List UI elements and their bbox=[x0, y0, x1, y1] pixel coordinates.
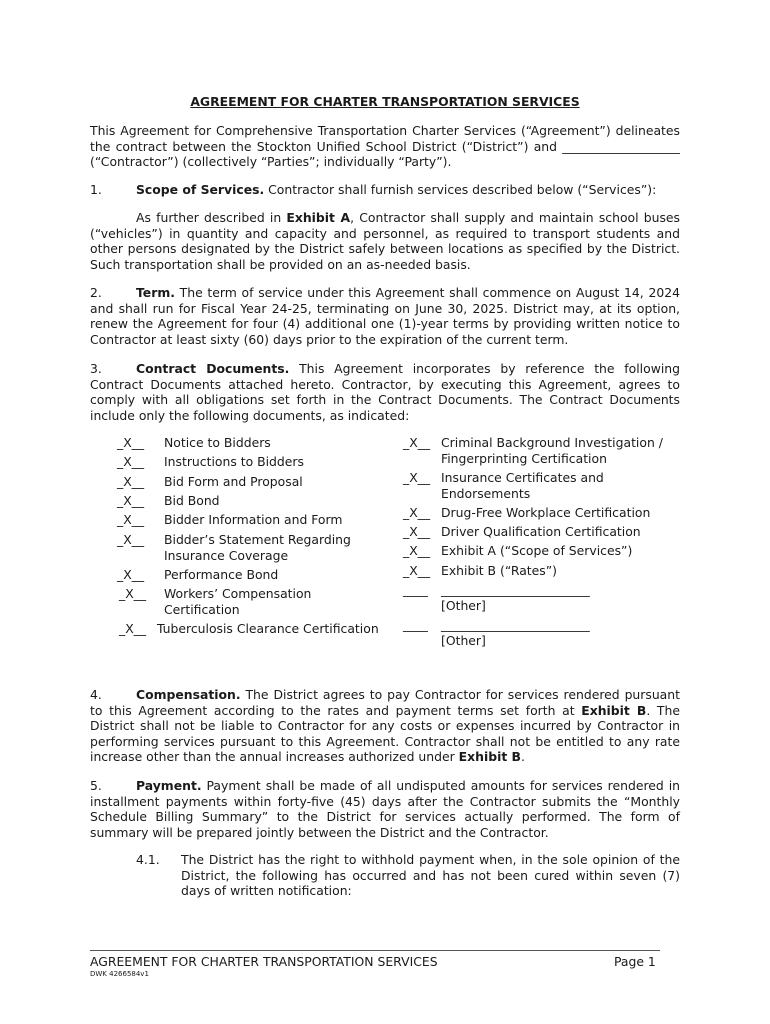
doc-item bbox=[403, 617, 590, 648]
doc-label: Bidder’s Statement Regarding bbox=[164, 532, 351, 547]
doc-mark: _X__ bbox=[403, 470, 431, 485]
doc-item bbox=[117, 532, 351, 563]
doc-mark: _X__ bbox=[117, 493, 145, 508]
section-2-heading: Term. bbox=[136, 285, 175, 300]
doc-mark: _X__ bbox=[117, 532, 145, 547]
doc-mark: ____ bbox=[403, 617, 428, 632]
doc-mark: _X__ bbox=[117, 454, 145, 469]
section-4-heading: Compensation. bbox=[136, 687, 241, 702]
section-1 bbox=[90, 182, 680, 198]
doc-mark: _X__ bbox=[403, 524, 431, 539]
section-4 bbox=[90, 687, 680, 765]
section-2 bbox=[90, 285, 680, 347]
intro-paragraph: This Agreement for Comprehensive Transportation Charter Services (“Agreement”) delineates the contract between the Stockton Unified School District (“District”) and ___________________ (“Contractor”) (collectively “Parties”; individually “Party”). bbox=[90, 123, 680, 170]
section-3-heading: Contract Documents. bbox=[136, 361, 290, 376]
section-3-number: 3. bbox=[90, 361, 102, 376]
doc-item bbox=[403, 543, 633, 559]
section-1-p2-text-cont: , Contractor shall supply and maintain school buses (“vehicles”) in quantity and capacity and personnel, as required to transport students and other persons designated by the District safely between locations as specified by the District. Such transportation shall be provided on an as-needed basis. bbox=[90, 210, 680, 272]
doc-mark: _X__ bbox=[403, 435, 431, 450]
section-5-number: 5. bbox=[90, 778, 102, 793]
doc-label-cont: Insurance Coverage bbox=[164, 547, 289, 563]
doc-item bbox=[403, 563, 557, 579]
section-5 bbox=[90, 778, 680, 840]
doc-label: Criminal Background Investigation / bbox=[441, 435, 663, 450]
doc-item bbox=[403, 470, 604, 501]
section-1-text: Contractor shall furnish services described below (“Services”): bbox=[264, 182, 657, 197]
doc-item bbox=[117, 493, 220, 509]
doc-item bbox=[403, 435, 663, 466]
doc-label: Insurance Certificates and bbox=[441, 470, 604, 485]
section-4-number: 4. bbox=[90, 687, 102, 702]
doc-label: Bid Form and Proposal bbox=[164, 474, 303, 489]
doc-item bbox=[117, 567, 279, 583]
subsection-4-1-text: The District has the right to withhold payment when, in the sole opinion of the District, the following has occurred and has not been cured within seven (7) days of written notification: bbox=[181, 852, 680, 899]
doc-item bbox=[117, 512, 343, 528]
document-title: AGREEMENT FOR CHARTER TRANSPORTATION SERVICES bbox=[190, 94, 580, 109]
subsection-4-1-number: 4.1. bbox=[136, 852, 160, 867]
page-number: Page 1 bbox=[614, 954, 656, 969]
doc-mark: _X__ bbox=[117, 474, 145, 489]
section-4-text-cont: . The District shall not be liable to Contractor for any costs or expenses incurred by Contractor in performing services pursuant to this Agreement. Contractor shall not be entitled to any rate increase other than the annual increases authorized under bbox=[90, 702, 680, 765]
doc-label: Instructions to Bidders bbox=[164, 454, 304, 469]
doc-label: Drug-Free Workplace Certification bbox=[441, 505, 651, 520]
exhibit-b-ref: Exhibit B bbox=[458, 749, 521, 765]
doc-mark: ____ bbox=[403, 582, 428, 597]
doc-label-cont: [Other] bbox=[441, 633, 486, 648]
doc-item bbox=[403, 505, 651, 521]
section-3 bbox=[90, 361, 680, 423]
doc-label-cont: [Other] bbox=[441, 598, 486, 613]
section-1-heading: Scope of Services. bbox=[136, 182, 265, 197]
section-5-heading: Payment. bbox=[136, 778, 202, 793]
document-id: DWK 4266584v1 bbox=[90, 970, 149, 978]
doc-mark: _X__ bbox=[117, 435, 145, 450]
doc-item bbox=[403, 524, 641, 540]
doc-label: Driver Qualification Certification bbox=[441, 524, 641, 539]
section-4-text-end: . bbox=[521, 749, 525, 765]
section-2-text: The term of service under this Agreement shall commence on August 14, 2024 and shall run for Fiscal Year 24-25, terminating on June 30, 2025. District may, at its option, renew the Agreement for four (4) additional one (1)-year terms by providing written notice to Contractor at least sixty (60) days prior to the expiration of the current term. bbox=[90, 285, 680, 347]
doc-label: Bid Bond bbox=[164, 493, 220, 508]
doc-label: Performance Bond bbox=[164, 567, 279, 582]
doc-item bbox=[119, 586, 312, 617]
doc-item bbox=[117, 454, 304, 470]
doc-item bbox=[119, 621, 379, 637]
section-3-text: This Agreement incorporates by reference the following Contract Documents attached hereto. Contractor, by executing this Agreement, agrees to comply with all obligations set forth in the Contract Documents. The Contract Documents include only the following documents, as indicated: bbox=[90, 361, 680, 423]
doc-label: Tuberculosis Clearance Certification bbox=[157, 621, 379, 636]
section-4-text: The District agrees to pay Contractor for services rendered pursuant to this Agreement according to the rates and payment terms set forth at bbox=[90, 687, 680, 718]
section-1-paragraph-2 bbox=[90, 210, 680, 272]
doc-label-cont: Certification bbox=[164, 601, 240, 617]
doc-label: ________________________ bbox=[441, 617, 590, 632]
doc-label-cont: Fingerprinting Certification bbox=[441, 450, 607, 466]
doc-mark: _X__ bbox=[117, 512, 145, 527]
footer-title: AGREEMENT FOR CHARTER TRANSPORTATION SERVICES bbox=[90, 954, 438, 969]
section-1-p2-text: As further described in bbox=[136, 210, 287, 225]
doc-label: Exhibit A (“Scope of Services”) bbox=[441, 543, 633, 558]
section-5-text: Payment shall be made of all undisputed amounts for services rendered in installment payments within forty-five (45) days after the Contractor submits the “Monthly Schedule Billing Summary” to the District for services actually performed. The form of summary will be prepared jointly between the District and the Contractor. bbox=[90, 778, 680, 840]
doc-label: Bidder Information and Form bbox=[164, 512, 343, 527]
footer-divider bbox=[90, 950, 660, 951]
doc-label: Workers’ Compensation bbox=[164, 586, 312, 601]
doc-item bbox=[117, 435, 271, 451]
doc-label: ________________________ bbox=[441, 582, 590, 597]
doc-mark: _X__ bbox=[403, 505, 431, 520]
doc-item bbox=[403, 582, 590, 613]
exhibit-b-ref: Exhibit B bbox=[581, 702, 647, 718]
doc-mark: _X__ bbox=[403, 543, 431, 558]
section-1-number: 1. bbox=[90, 182, 102, 197]
doc-mark: _X__ bbox=[117, 567, 145, 582]
doc-label: Notice to Bidders bbox=[164, 435, 271, 450]
section-2-number: 2. bbox=[90, 285, 102, 300]
doc-item bbox=[117, 474, 303, 490]
exhibit-a-ref: Exhibit A bbox=[286, 210, 351, 225]
doc-label: Exhibit B (“Rates”) bbox=[441, 563, 557, 578]
doc-mark: _X__ bbox=[119, 621, 147, 636]
doc-label-cont: Endorsements bbox=[441, 485, 531, 501]
doc-mark: _X__ bbox=[119, 586, 147, 601]
doc-mark: _X__ bbox=[403, 563, 431, 578]
